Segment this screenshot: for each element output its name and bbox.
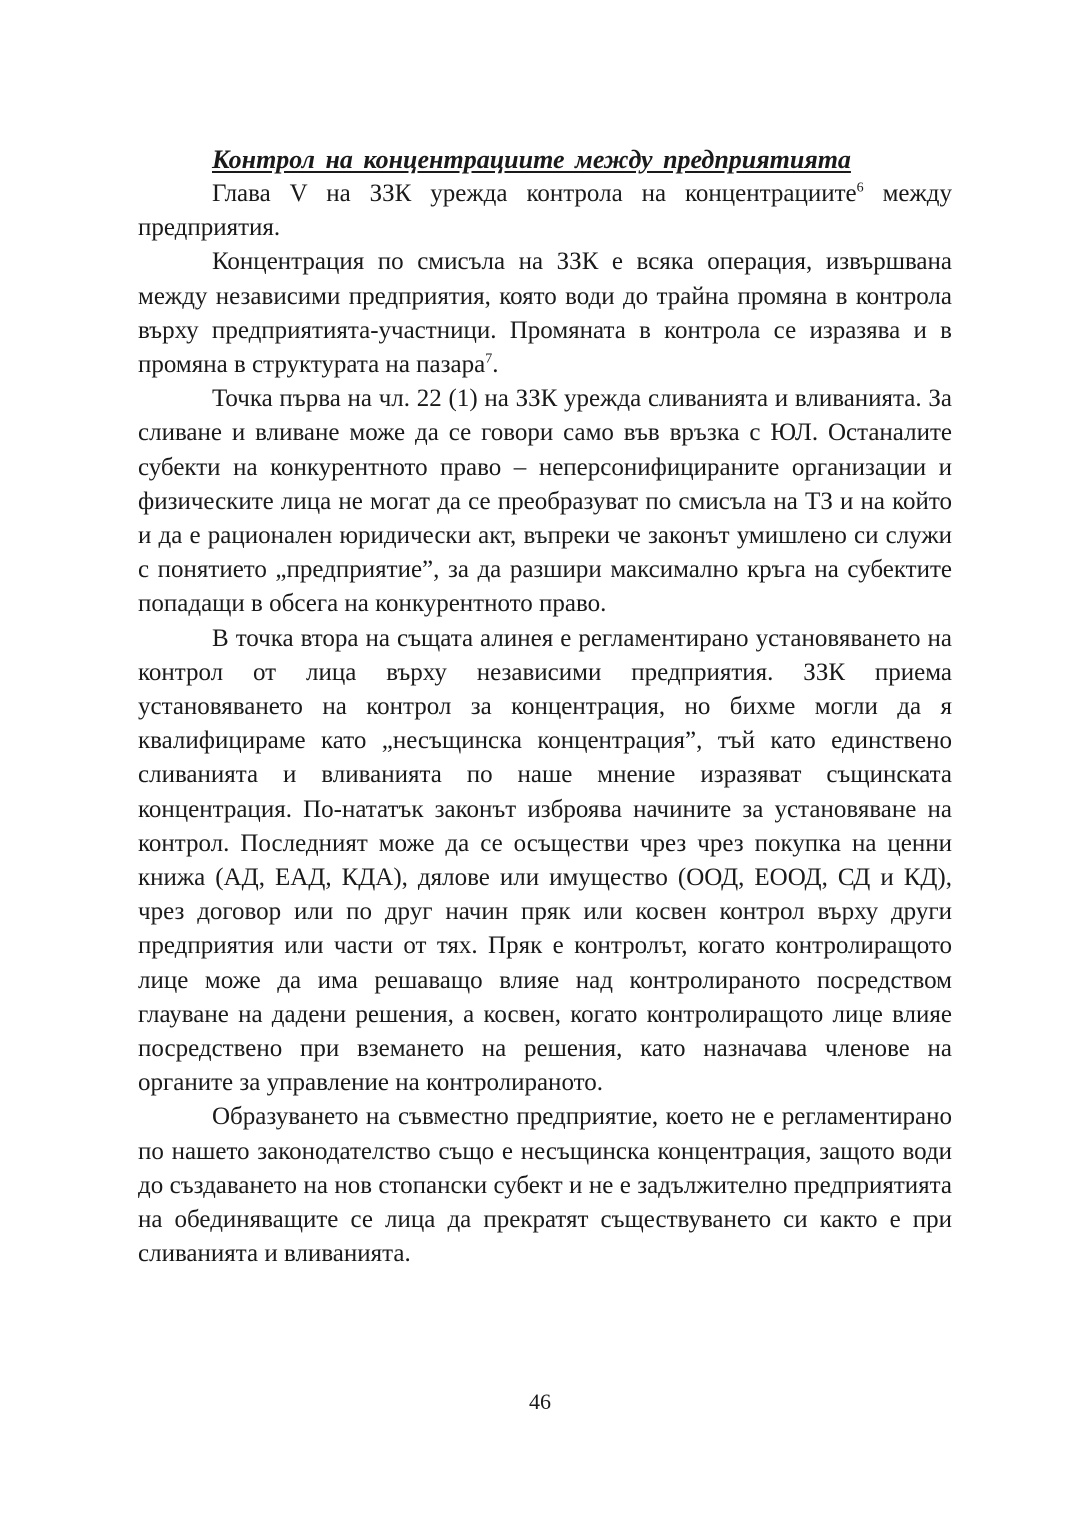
page-body — [138, 143, 952, 1272]
footnote-ref-7: 7 — [485, 351, 493, 367]
paragraph-1-text-end: между предприятия. — [138, 180, 952, 242]
page-number: 46 — [529, 1389, 551, 1414]
paragraph-3 — [138, 382, 952, 621]
paragraph-5-text: Образуването на съвместно предприятие, което не е регламентирано по нашето законодателство също е несъщинска концентрация, защото води до създаването на нов стопански субект и не е задължително предприятията на обединяващите се лица да прекратят съществуването си както е при сливанията и вливанията. — [138, 1103, 952, 1268]
paragraph-1 — [138, 177, 952, 245]
paragraph-2-text-end: . — [492, 351, 499, 379]
footnote-ref-6: 6 — [856, 180, 864, 196]
section-heading: Контрол на концентрациите между предприятията — [212, 145, 851, 174]
paragraph-2-text: Концентрация по смисъла на ЗЗК е всяка операция, извършвана между независими предприятия, която води до трайна промяна в контрола върху предприятията-участници. Промяната в контрола се изразява и в промяна в структурата на пазара — [138, 248, 952, 379]
paragraph-4-text: В точка втора на същата алинея е регламентирано установяването на контрол от лица върху независими предприятия. ЗЗК приема установяването на контрол за концентрация, но бихме могли да я квалифицираме като „несъщинска концентрация”, тъй като единствено сливанията и вливанията по наше мнение изразяват същинската концентрация. По-нататък законът изброява начините за установяване на контрол. Последният може да се осъществи чрез чрез покупка на ценни книжа (АД, ЕАД, КДА), дялове или имущество (ООД, ЕООД, СД и КД), чрез договор или по друг начин пряк или косвен контрол върху други предприятия или части от тях. Пряк е контролът, когато контролиращото лице може да има решаващо влияе над контролираното посредством глауване на дадени решения, а косвен, когато контролиращото лице влияе посредствено при вземането на решения, като назначава членове на органите за управление на контролираното. — [138, 624, 952, 1097]
paragraph-2 — [138, 245, 952, 382]
paragraph-5 — [138, 1100, 952, 1271]
paragraph-3-text: Точка първа на чл. 22 (1) на ЗЗК урежда сливанията и вливанията. За сливане и вливане може да се говори само във връзка с ЮЛ. Останалите субекти на конкурентното право – неперсонифицираните организации и физическите лица не могат да се преобразуват по смисъла на ТЗ и на който и да е рационален юридически акт, въпреки че законът умишлено си служи с понятието „предприятие”, за да разшири максимално кръга на субектите попадащи в обсега на конкурентното право. — [138, 385, 952, 618]
paragraph-1-text: Глава V на ЗЗК урежда контрола на концентрациите — [212, 180, 857, 207]
paragraph-4 — [138, 622, 952, 1101]
